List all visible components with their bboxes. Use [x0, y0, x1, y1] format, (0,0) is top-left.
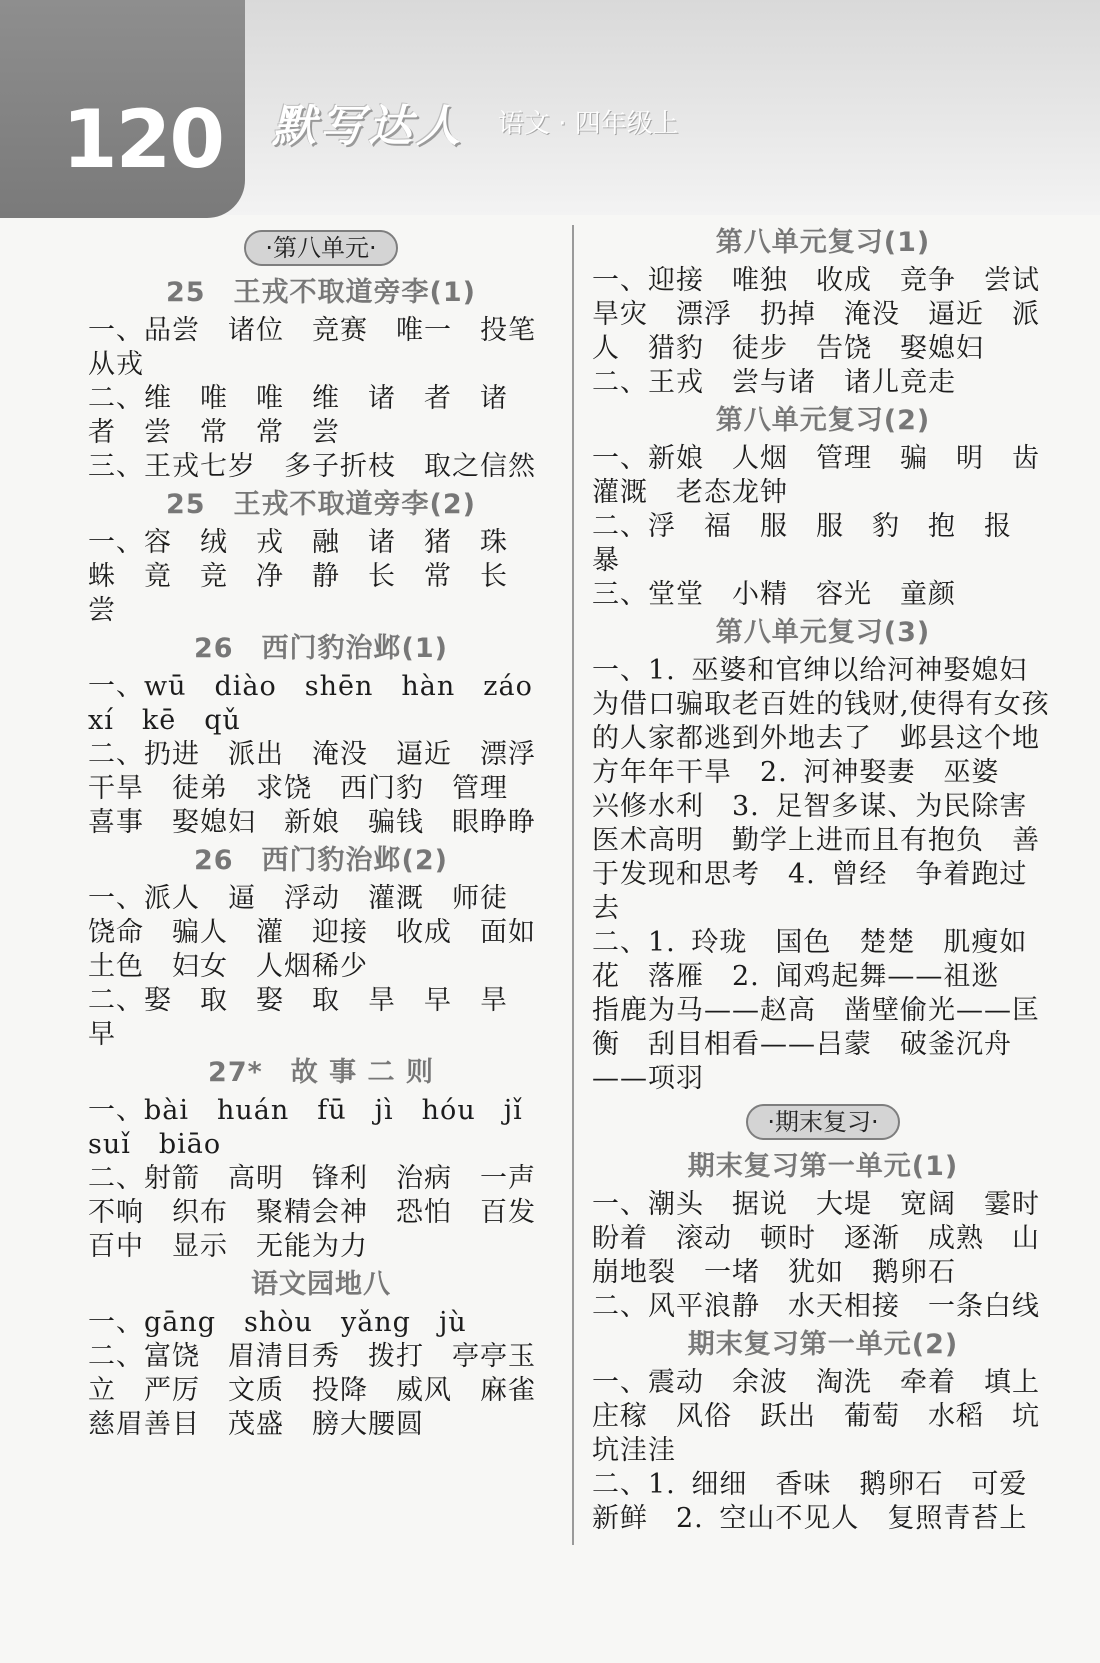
page-number-tab: [0, 0, 245, 218]
unit-badge: ·期末复习·: [746, 1104, 900, 1140]
answer-line: 二、维 唯 唯 维 诸 者 诸 者 尝 常 常 尝: [88, 383, 536, 448]
answer-line: 二、娶 取 娶 取 旱 早 旱 早: [88, 985, 536, 1050]
answer-line: 一、容 绒 戎 融 诸 猪 珠 蛛 竟 竞 净 静 长 常 长 尝: [88, 527, 536, 626]
lesson-title: 第八单元复习(1): [715, 227, 931, 258]
lesson-title: 第八单元复习(3): [715, 617, 931, 648]
lesson-title: 期末复习第一单元(2): [687, 1329, 959, 1360]
lesson-title: 期末复习第一单元(1): [687, 1151, 959, 1182]
answer-line: 二、富饶 眉清目秀 拨打 亭亭玉立 严厉 文质 投降 威风 麻雀 慈眉善目 茂盛 膀大腰圆: [88, 1341, 564, 1440]
column-divider: [572, 225, 574, 1545]
answer-line: 二、1. 细细 香味 鹅卵石 可爱 新鲜 2. 空山不见人 复照青苔上: [592, 1469, 1056, 1534]
lesson-title: 26 西门豹治邺(2): [193, 845, 449, 876]
lesson-title: 25 王戎不取道旁李(1): [165, 277, 477, 308]
answer-line: 一、迎接 唯独 收成 竞争 尝试 旱灾 漂浮 扔掉 淹没 逼近 派人 猎豹 徒步 告饶 娶媳妇: [592, 265, 1068, 364]
lesson-title: 25 王戎不取道旁李(2): [165, 489, 477, 520]
unit-badge: ·第八单元·: [244, 230, 398, 266]
lesson-title: 语文园地八: [251, 1269, 391, 1300]
answer-line: 二、王戎 尝与诸 诸儿竞走: [592, 367, 956, 398]
answer-line: 二、浮 福 服 服 豹 抱 报 暴: [592, 511, 1040, 576]
answer-line: 三、堂堂 小精 容光 童颜: [592, 579, 956, 610]
answer-line: 一、品尝 诸位 竞赛 唯一 投笔从戎: [88, 315, 536, 380]
answer-line: 一、潮头 据说 大堤 宽阔 霎时 盼着 滚动 顿时 逐渐 成熟 山崩地裂 一堵 犹如 鹅卵石: [592, 1189, 1068, 1288]
answer-line: 一、wū diào shēn hàn záo xí kē qǔ: [88, 671, 561, 736]
answer-line: 一、新娘 人烟 管理 骗 明 齿 灌溉 老态龙钟: [592, 443, 1068, 508]
answer-line: 二、射箭 高明 锋利 治病 一声不响 织布 聚精会神 恐怕 百发百中 显示 无能为力: [88, 1163, 536, 1262]
answer-line: 一、1. 巫婆和官绅以给河神娶媳妇为借口骗取老百姓的钱财,使得有女孩的人家都逃到外地去了 邺县这个地方年年干旱 2. 河神娶妻 巫婆 兴修水利 3. 足智多谋、为民除害 医术高明 勤学上进而且有抱负 善于发现和思考 4. 曾经 争着跑过去: [592, 655, 1056, 924]
answer-line: 二、扔进 派出 淹没 逼近 漂浮 干旱 徒弟 求饶 西门豹 管理 喜事 娶媳妇 新娘 骗钱 眼睁睁: [88, 739, 564, 838]
book-subtitle: 语文 · 四年级上: [498, 109, 679, 139]
answer-line: 二、1. 玲珑 国色 楚楚 肌瘦如花 落雁 2. 闻鸡起舞——祖逖 指鹿为马——赵高 凿壁偷光——匡衡 刮目相看——吕蒙 破釜沉舟——项羽: [592, 927, 1040, 1094]
right-answer-column: [592, 222, 1068, 1536]
left-answer-column: [88, 222, 564, 1442]
lesson-title: 27* 故 事 二 则: [208, 1057, 434, 1088]
answer-line: 三、王戎七岁 多子折枝 取之信然: [88, 451, 536, 482]
lesson-title: 26 西门豹治邺(1): [193, 633, 449, 664]
lesson-title: 第八单元复习(2): [715, 405, 931, 436]
book-title: 默写达人: [272, 101, 464, 152]
answer-line: 二、风平浪静 水天相接 一条白线: [592, 1291, 1040, 1322]
answer-line: 一、gāng shòu yǎng jù: [88, 1307, 467, 1338]
page-number: 120: [62, 93, 223, 186]
answer-line: 一、震动 余波 淘洗 牵着 填上 庄稼 风俗 跃出 葡萄 水稻 坑坑洼洼: [592, 1367, 1068, 1466]
answer-line: 一、bài huán fū jì hóu jǐ suǐ biāo: [88, 1095, 551, 1160]
answer-line: 一、派人 逼 浮动 灌溉 师徒 饶命 骗人 灌 迎接 收成 面如土色 妇女 人烟稀少: [88, 883, 536, 982]
